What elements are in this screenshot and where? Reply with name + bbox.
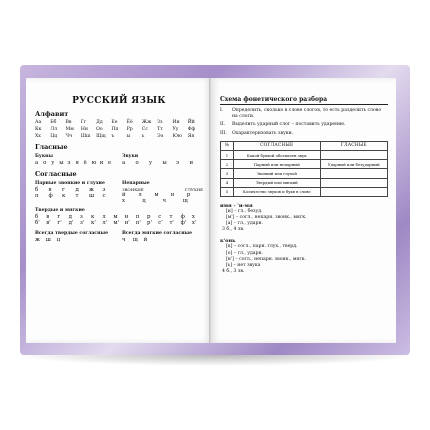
vowel-letter: е	[107, 160, 112, 166]
alphabet-letter: Дд	[96, 120, 103, 125]
vowel-sound: а	[122, 160, 126, 166]
consonant-letter: д	[68, 214, 72, 220]
vowel-letter: и	[99, 160, 104, 166]
table-row	[221, 169, 388, 178]
table-header-row	[221, 141, 388, 150]
consonant-letter: й	[143, 237, 148, 243]
step-item	[220, 131, 388, 137]
vowel-letter: ы	[59, 160, 64, 166]
step-number: II.	[220, 122, 226, 128]
consonant-letter: з	[102, 187, 106, 193]
consonant-letter: в	[46, 214, 50, 220]
consonant-letter: б	[35, 214, 39, 220]
table-cell-cons: Какой буквой обозначен звук	[234, 150, 321, 159]
table-cell-vow	[320, 169, 387, 178]
consonants-heading: Согласные	[35, 170, 77, 178]
page-title: РУССКИЙ ЯЗЫК	[72, 96, 166, 106]
consonant-letter: к	[62, 193, 66, 199]
table-cell-cons: Твердый или мягкий	[234, 178, 321, 187]
vowel-letter: ю	[91, 160, 97, 166]
example-lines	[220, 209, 388, 228]
alphabet-letter: Гг	[80, 120, 87, 125]
table-cell-vow	[320, 187, 387, 196]
alphabet-letter: Чч	[65, 134, 73, 139]
alphabet-letter: Хх	[35, 134, 41, 139]
consonant-letter: ж	[89, 187, 94, 193]
consonant-letter: ж	[35, 237, 40, 243]
alphabet-letter: ъ	[111, 134, 115, 139]
vowel-letter: я	[75, 160, 79, 166]
alphabet-letter: Рр	[126, 127, 133, 132]
consonant-letter: в	[48, 187, 52, 193]
steps-list	[220, 108, 388, 137]
consonant-letter: л'	[102, 220, 108, 226]
alphabet-letter: Бб	[50, 120, 57, 125]
table-cell-cons: Количество звуков и букв в слове	[234, 187, 321, 196]
alphabet-letter: Ии	[172, 120, 180, 125]
step-number: I.	[220, 108, 224, 113]
alphabet-letter: Уу	[172, 127, 179, 132]
vowel-letter: ё	[83, 160, 87, 166]
consonant-letter: с	[102, 193, 106, 199]
consonant-letter: щ	[132, 237, 138, 243]
example-1	[220, 203, 388, 233]
consonant-letter: с	[158, 214, 162, 220]
example-line: [и] – гл., безуд.	[226, 208, 263, 214]
vowel-letter: у	[51, 160, 55, 166]
consonant-letter: з	[79, 214, 83, 220]
consonants-section	[35, 180, 203, 204]
alphabet-letter: Тт	[157, 127, 163, 132]
alphabet-letter: Щщ	[96, 134, 106, 139]
alphabet-letter: Кк	[35, 127, 42, 132]
step-item	[220, 122, 388, 128]
vowels-heading: Гласные	[35, 143, 68, 151]
left-page-content	[35, 96, 203, 243]
always-soft-row	[122, 237, 154, 243]
alphabet-letter: ь	[141, 134, 145, 139]
consonant-letter: с'	[158, 220, 163, 226]
alphabet-grid	[35, 120, 203, 139]
letters-label: Буквы	[35, 154, 53, 159]
consonant-letter: г'	[57, 220, 62, 226]
alphabet-letter: Йй	[187, 120, 195, 125]
phonetic-table	[220, 141, 388, 197]
alphabet-letter: Яя	[187, 134, 195, 139]
consonant-letter: р'	[147, 220, 152, 226]
consonant-letter: ч	[162, 198, 167, 204]
vowel-letters-row	[35, 160, 116, 166]
vowel-sounds-row	[122, 160, 203, 166]
consonant-letter: к'	[91, 220, 96, 226]
col-num: №	[221, 141, 234, 150]
example-line: [н'] – согл., непарн. звонк., мягк.	[226, 256, 307, 262]
example-line: [а] – гл., ударн.	[226, 221, 263, 227]
voiceless-label: ГЛУХИЕ	[184, 187, 203, 192]
table-cell-n: 5	[221, 187, 234, 196]
consonant-letter: г	[57, 214, 61, 220]
table-cell-vow	[320, 150, 387, 159]
vowel-letter: о	[43, 160, 47, 166]
table-cell-cons: Звонкий или глухой	[234, 169, 321, 178]
phonetic-scheme-title: Схема фонетического разбора	[220, 96, 388, 105]
consonant-letter: р	[186, 192, 191, 198]
hard-soft-label: Твердые и мягкие	[35, 208, 85, 213]
alphabet-letter: Фф	[187, 127, 196, 132]
consonant-letter: х	[191, 214, 195, 220]
soft-consonants-row	[35, 220, 203, 226]
table-row	[221, 160, 388, 169]
consonant-letter: ф	[180, 214, 185, 220]
step-text: Охарактеризовать звуки.	[232, 130, 294, 136]
consonant-letter: й	[122, 192, 126, 198]
alphabet-letter: Ёё	[126, 120, 133, 125]
consonant-letter: ц	[142, 198, 146, 204]
alphabet-letter: Пп	[111, 127, 119, 132]
alphabet-letter: Ээ	[157, 134, 164, 139]
consonant-letter: т'	[169, 220, 174, 226]
example-line: [ь] – нет звука	[226, 263, 261, 268]
right-page-content	[220, 96, 388, 274]
alphabet-heading: Алфавит	[35, 110, 69, 118]
vowel-sound: ы	[162, 160, 167, 166]
example-2	[220, 238, 388, 274]
table-row	[221, 150, 388, 159]
table-body	[221, 150, 388, 196]
consonant-letter: щ	[182, 198, 188, 204]
consonant-letter: ф'	[180, 220, 187, 226]
consonant-letter: ш	[89, 193, 95, 199]
consonant-letter: н'	[124, 220, 130, 226]
consonant-letter: м	[113, 214, 118, 220]
example-word: к'онь	[220, 238, 236, 245]
vowel-sound: э	[176, 160, 180, 166]
table-row	[221, 178, 388, 187]
consonant-letter: ц	[56, 237, 61, 243]
example-word: имя - 'и-мя	[220, 202, 253, 209]
always-section	[35, 230, 203, 243]
table-cell-cons: Парный или непарный	[234, 160, 321, 169]
col-vowels: ГЛАСНЫЕ	[320, 141, 387, 150]
consonant-letter: б	[35, 187, 39, 193]
alphabet-letter: Шш	[80, 134, 91, 139]
sounds-label: Звуки	[122, 154, 139, 159]
alphabet-letter: Нн	[80, 127, 88, 132]
always-hard-row	[35, 237, 67, 243]
vowel-letter: а	[35, 160, 39, 166]
alphabet-letter: Мм	[65, 127, 74, 132]
paired-label: Парные звонкие и глухие	[35, 181, 105, 186]
vowel-sound: о	[135, 160, 139, 166]
consonant-letter: з'	[79, 220, 85, 226]
consonant-letter: п	[35, 193, 39, 199]
consonant-letter: г	[62, 187, 65, 193]
alphabet-letter: Зз	[157, 120, 163, 125]
alphabet-letter: ы	[126, 134, 131, 139]
consonant-letter: ф	[48, 193, 53, 199]
table-cell-vow	[320, 178, 387, 187]
alphabet-letter: Жж	[141, 120, 152, 125]
consonant-letter: д	[75, 187, 79, 193]
step-number: III.	[220, 130, 227, 136]
table-cell-n: 4	[221, 178, 234, 187]
consonant-letter: п	[135, 214, 140, 220]
example-lines	[220, 244, 388, 269]
alphabet-letter: Сс	[141, 127, 148, 132]
alphabet-letter: Вв	[65, 120, 72, 125]
left-page	[26, 78, 211, 343]
table-cell-n: 2	[221, 160, 234, 169]
always-soft-label: Всегда мягкие согласные	[122, 231, 193, 236]
example-line: [м'] – согл., непарн. звонк., мягк.	[226, 215, 307, 221]
vowels-section	[35, 153, 203, 166]
right-page	[211, 78, 396, 343]
alphabet-letter: Лл	[50, 127, 58, 132]
vowel-sound: у	[149, 160, 153, 166]
consonant-letter: н	[124, 214, 129, 220]
unpaired-voiceless-row	[122, 198, 203, 204]
consonant-letter: м'	[113, 220, 120, 226]
consonant-letter: т	[75, 193, 79, 199]
vowel-sound: и	[189, 160, 194, 166]
consonant-letter: в'	[46, 220, 51, 226]
consonant-letter: д'	[68, 220, 74, 226]
paired-voiceless-row	[35, 193, 116, 199]
consonant-letter: к	[91, 214, 95, 220]
consonant-letter: т	[169, 214, 173, 220]
alphabet-letter: Цц	[50, 134, 58, 139]
table-cell-n: 1	[221, 150, 234, 159]
step-text: Определить, сколько в слове слогов, то есть разделить слово на слоги.	[232, 108, 382, 120]
col-consonants: СОГЛАСНЫЕ	[234, 141, 321, 150]
consonant-letter: л	[102, 214, 106, 220]
step-text: Выделить ударный слог – поставить ударение.	[232, 122, 346, 128]
table-cell-vow: Ударный или безударный	[320, 160, 387, 169]
alphabet-letter: Оо	[96, 127, 103, 132]
alphabet-letter: Юю	[172, 134, 182, 139]
example-line: [о] – гл., ударн.	[226, 250, 264, 256]
consonant-letter: л	[138, 192, 142, 198]
consonant-letter: ш	[45, 237, 51, 243]
consonant-letter: ч	[122, 237, 126, 243]
consonant-letter: м	[154, 192, 159, 198]
unpaired-label: Непарные	[122, 181, 150, 186]
step-item	[220, 108, 388, 120]
example-total: 4 б., 3 зв.	[222, 269, 245, 275]
table-row	[221, 187, 388, 196]
consonant-letter: н	[170, 192, 175, 198]
alphabet-letter: Ее	[111, 120, 118, 125]
voiced-label: ЗВОНКИЕ	[122, 187, 144, 192]
always-hard-label: Всегда твердые согласные	[35, 231, 108, 236]
consonant-letter: х'	[191, 220, 197, 226]
alphabet-letter: Аа	[35, 120, 42, 125]
consonant-letter: п'	[135, 220, 141, 226]
example-total: 3 б., 4 зв.	[222, 227, 245, 233]
consonant-letter: р	[147, 214, 151, 220]
table-cell-n: 3	[221, 169, 234, 178]
consonant-letter: х	[122, 198, 126, 204]
vowel-letter: э	[67, 160, 71, 166]
example-line: [к] – согл., парн. глух., тверд.	[226, 244, 298, 250]
consonant-letter: б'	[35, 220, 40, 226]
